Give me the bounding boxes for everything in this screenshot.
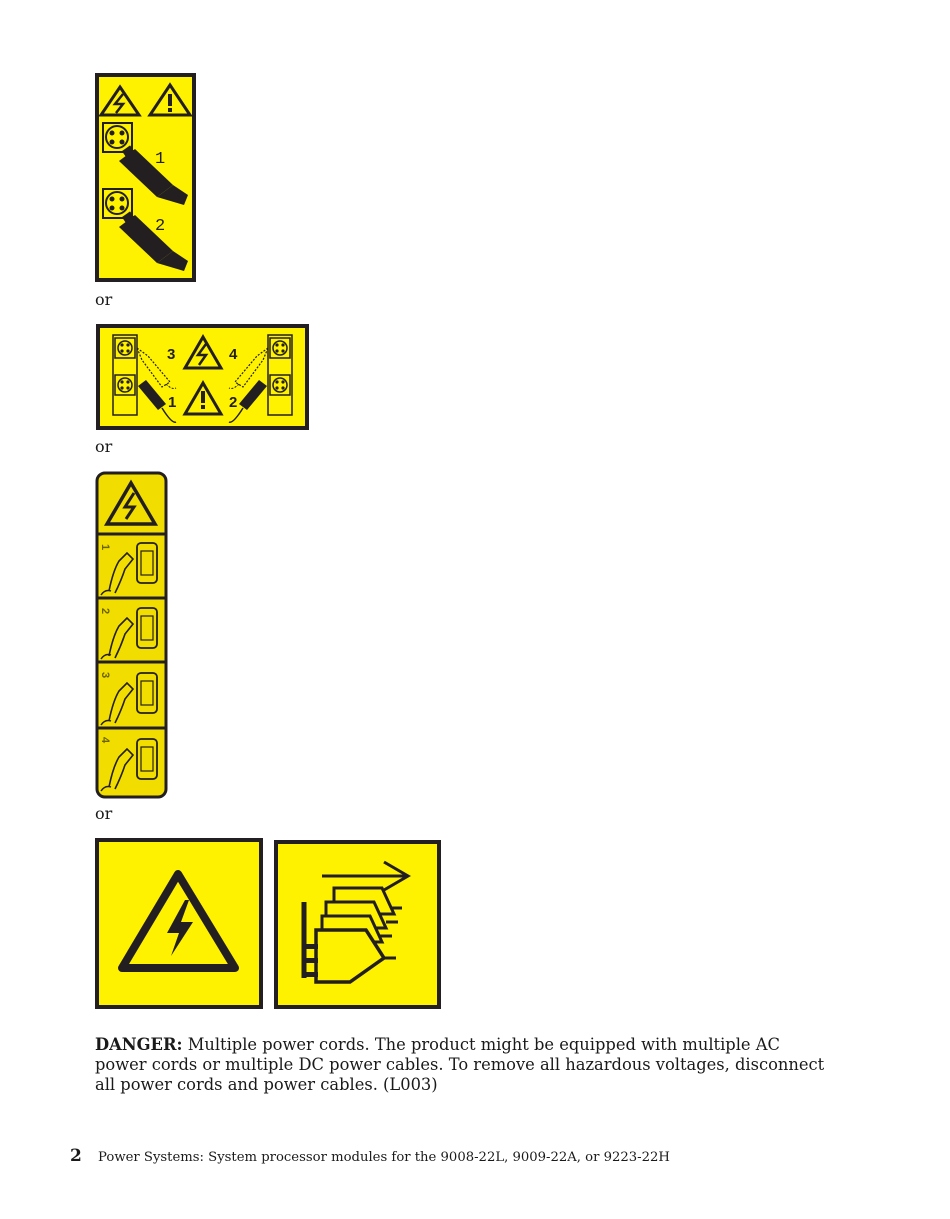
plug-number-2: 2 bbox=[229, 394, 238, 411]
multiple-power-cords-label-1 bbox=[95, 73, 196, 282]
plug-number-1: 1 bbox=[155, 150, 166, 169]
cord-number-3: 3 bbox=[99, 672, 111, 679]
cord-number-4: 4 bbox=[99, 737, 111, 744]
multiple-power-cords-label-2 bbox=[96, 324, 309, 430]
plug-number-3: 3 bbox=[167, 346, 176, 363]
separator-or: or bbox=[95, 437, 113, 456]
electrical-hazard-label bbox=[95, 838, 263, 1009]
document-title: Power Systems: System processor modules for the 9008-22L, 9009-22A, or 9223-22H bbox=[98, 1150, 670, 1165]
multiple-power-cords-label-3 bbox=[95, 471, 168, 799]
page-number: 2 bbox=[70, 1146, 82, 1166]
disconnect-power-cords-label bbox=[274, 840, 441, 1009]
plug-number-1: 1 bbox=[168, 394, 177, 411]
danger-label: DANGER: bbox=[95, 1035, 183, 1054]
page-footer bbox=[70, 1146, 670, 1166]
plug-number-2: 2 bbox=[155, 217, 166, 236]
danger-text: Multiple power cords. The product might be equipped with multiple AC power cords or multiple DC power cables. To remove all hazardous voltages, disconnect all power cords and power cables. (L003) bbox=[95, 1035, 825, 1094]
separator-or: or bbox=[95, 804, 113, 823]
separator-or: or bbox=[95, 290, 113, 309]
danger-notice bbox=[95, 1035, 835, 1095]
cord-number-2: 2 bbox=[99, 608, 111, 615]
cord-number-1: 1 bbox=[99, 544, 111, 551]
plug-number-4: 4 bbox=[229, 346, 238, 363]
